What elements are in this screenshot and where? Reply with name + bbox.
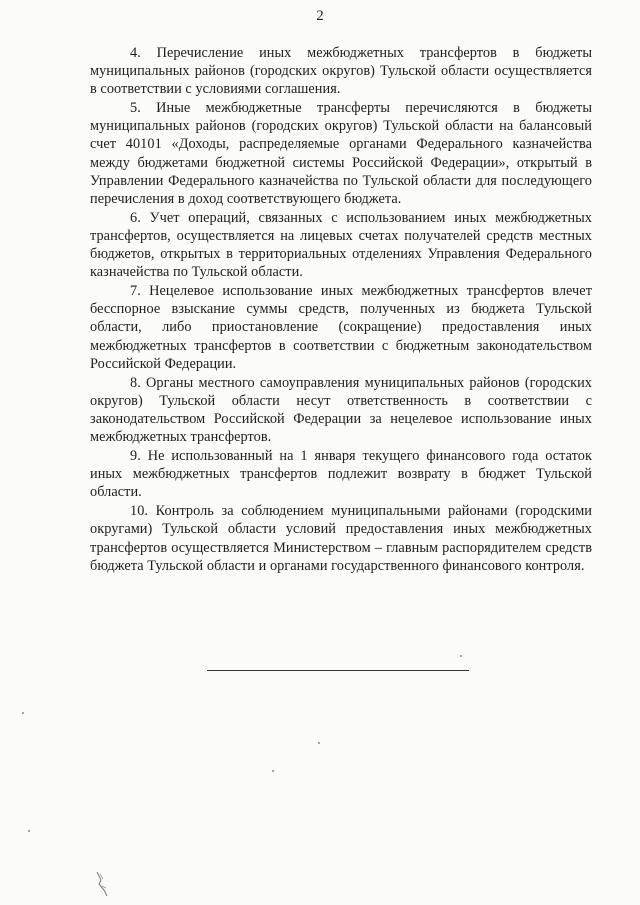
end-of-document-rule [207,670,469,671]
page-number: 2 [316,8,324,24]
paragraph-7: 7. Нецелевое использование иных межбюджетных трансфертов влечет бесспорное взыскание суммы средств, полученных из бюджета Тульской области, либо приостановление (сокращение) предоставления иных межбюджетных трансфертов в соответствии с бюджетным законодательством Российской Федерации. [90,283,592,372]
paragraph-9: 9. Не использованный на 1 января текущего финансового года остаток иных межбюджетных трансфертов подлежит возврату в бюджет Тульской области. [90,448,592,501]
paragraph-8: 8. Органы местного самоуправления муниципальных районов (городских округов) Тульской области несут ответственность в соответствии с законодательством Российской Федерации за нецелевое использование иных межбюджетных трансфертов. [90,374,592,445]
paragraph-5: 5. Иные межбюджетные трансферты перечисляются в бюджеты муниципальных районов (городских округов) Тульской области на балансовый счет 40101 «Доходы, распределяемые органами Федерального казначейства между бюджетами бюджетной системы Российской Федерации», открытый в Управлении Федерального казначейства по Тульской области для последующего перечисления в доход соответствующего бюджета. [90,100,592,207]
scan-speck [28,830,30,832]
scan-speck [318,742,320,744]
scan-artifact [95,870,111,898]
scan-speck [460,655,462,657]
scan-speck [22,712,24,714]
paragraph-4: 4. Перечисление иных межбюджетных трансфертов в бюджеты муниципальных районов (городских округов) Тульской области осуществляется в соответствии с условиями соглашения. [90,45,592,98]
paragraph-6: 6. Учет операций, связанных с использованием иных межбюджетных трансфертов, осуществляется на лицевых счетах получателей средств местных бюджетов, открытых в территориальных отделениях Управления Федерального казначейства по Тульской области. [90,209,592,281]
scan-speck [272,770,274,772]
paragraph-10: 10. Контроль за соблюдением муниципальными районами (городскими округами) Тульской области условий предоставления иных межбюджетных трансфертов осуществляется Министерством – главным распорядителем средств бюджета Тульской области и органами государственного финансового контроля. [90,503,592,574]
document-body [90,44,592,576]
